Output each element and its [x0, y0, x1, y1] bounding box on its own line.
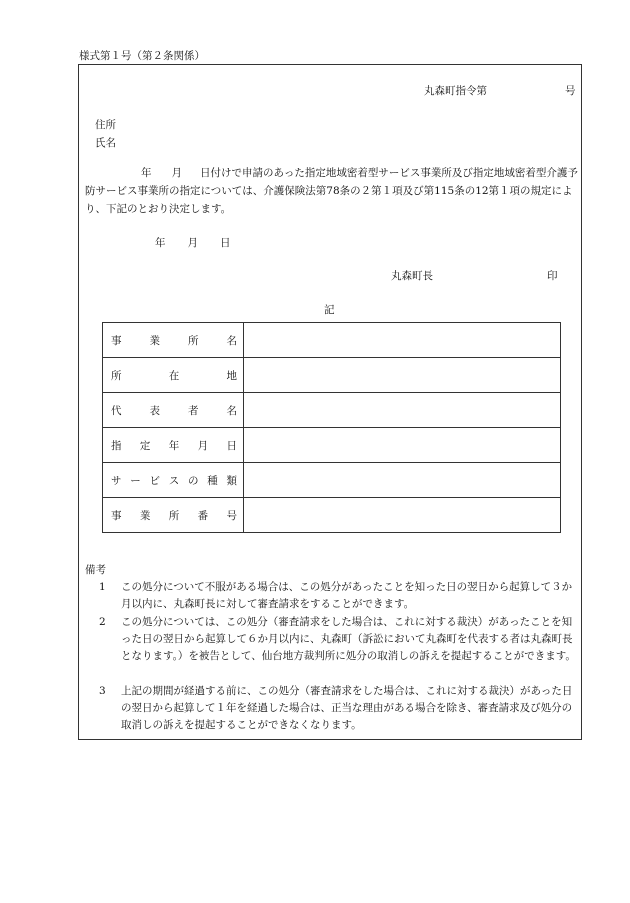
notes-title: 備考 [85, 564, 106, 576]
table-row [103, 393, 561, 428]
table-row [103, 358, 561, 393]
note-text: 上記の期間が経過する前に、この処分（審査請求をした場合は、これに対する裁決）があった日の翌日から起算して１年を経過した場合は、正当な理由がある場合を除き、審査請求及び処分の取消しの訴えを提起することができなくなります。 [121, 685, 573, 731]
row-label: 代 表 者 名 [111, 404, 237, 417]
row-value [244, 358, 561, 393]
body-month: 月 [171, 167, 182, 179]
document-number-prefix: 丸森町指令第 [424, 85, 487, 97]
table-row [103, 428, 561, 463]
document-number-suffix: 号 [565, 85, 576, 97]
row-value [244, 463, 561, 498]
table-row [103, 498, 561, 533]
body-text: 日付けで申請のあった指定地域密着型サービス事業所及び指定地域密着型介護予防サービス事業所の指定については、介護保険法第78条の２第１項及び第115条の12第１項の規定により、下記のとおり決定します。 [85, 167, 578, 215]
ki-heading: 記 [324, 304, 335, 316]
row-label: サ ー ビ ス の 種 類 [111, 474, 237, 487]
row-label-cell [103, 393, 244, 428]
row-label-cell [103, 498, 244, 533]
row-label: 事 業 所 名 [111, 334, 237, 347]
signature-line [391, 268, 558, 283]
row-label-cell [103, 323, 244, 358]
date-day: 日 [220, 237, 231, 249]
name-label: 氏名 [95, 137, 116, 149]
note-item [85, 683, 577, 734]
row-label: 事 業 所 番 号 [111, 509, 237, 522]
note-number: 3 [99, 685, 106, 697]
mayor-title: 丸森町長 [391, 270, 433, 282]
note-number: 1 [99, 581, 106, 593]
row-label: 所 在 地 [111, 369, 237, 382]
body-paragraph [85, 164, 579, 218]
detail-table [102, 322, 561, 533]
row-label: 指 定 年 月 日 [111, 439, 237, 452]
note-text: この処分については、この処分（審査請求をした場合は、これに対する裁決）があったことを知った日の翌日から起算して６か月以内に、丸森町（訴訟において丸森町を代表する者は丸森町長となります。）を被告として、仙台地方裁判所に処分の取消しの訴えを提起することができます。 [121, 616, 576, 662]
note-text: この処分について不服がある場合は、この処分があったことを知った日の翌日から起算して３か月以内に、丸森町長に対して審査請求をすることができます。 [121, 581, 573, 610]
row-value [244, 323, 561, 358]
row-value [244, 393, 561, 428]
row-label-cell [103, 358, 244, 393]
date-year: 年 [155, 237, 166, 249]
seal-mark: 印 [547, 270, 558, 282]
date-month: 月 [187, 237, 198, 249]
document-frame [78, 64, 582, 740]
table-row [103, 323, 561, 358]
decision-date [155, 235, 231, 250]
body-year: 年 [141, 167, 152, 179]
row-label-cell [103, 428, 244, 463]
note-item [85, 579, 577, 613]
row-value [244, 498, 561, 533]
row-value [244, 428, 561, 463]
form-label: 様式第１号（第２条関係） [79, 50, 205, 62]
table-row [103, 463, 561, 498]
row-label-cell [103, 463, 244, 498]
note-item [85, 614, 577, 665]
address-label: 住所 [95, 119, 116, 131]
document-number [424, 83, 576, 98]
note-number: 2 [99, 616, 106, 628]
